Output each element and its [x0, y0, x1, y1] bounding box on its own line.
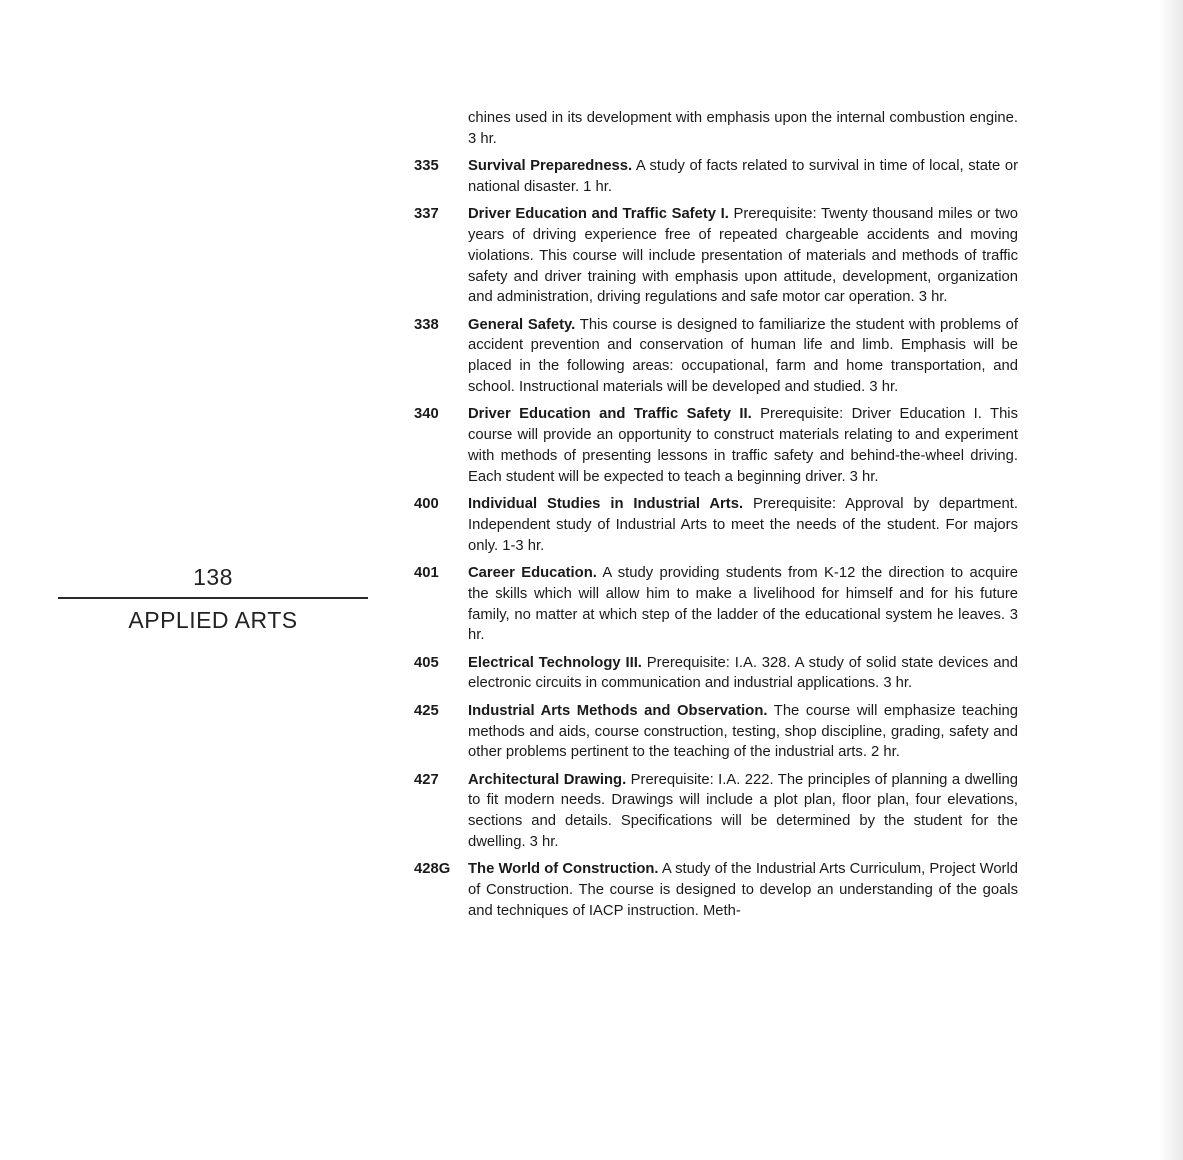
course-text [468, 653, 1018, 695]
course-description: Prerequisite: I.A. 222. The principles of planning a dwelling to fit modern needs. Drawings will include a plot plan, floor plan, four elevations, sections and details. Specifications will be determined by the student for the dwelling. 3 hr. [468, 771, 1018, 850]
course-number: 400 [414, 496, 439, 513]
course-title: Architectural Drawing. [468, 771, 627, 788]
course-title: Career Education. [468, 564, 597, 581]
course-title: General Safety. [468, 316, 576, 333]
course-description: This course is designed to familiarize the student with problems of accident prevention and conservation of human life and limb. Emphasis will be placed in the following areas: occupational, farm and home transportation, and school. Instructional materials will be developed and studied. 3 hr. [468, 316, 1018, 396]
course-text [468, 315, 1018, 398]
course-description: A study of facts related to survival in time of local, state or national disaster. 1 hr. [468, 158, 1018, 195]
course-number: 337 [414, 206, 439, 223]
course-title: Electrical Technology III. [468, 654, 642, 671]
course-description: A study providing students from K-12 the direction to acquire the skills which will allow him to make a livelihood for himself and for his future family, no matter at which step of the ladder of the educational system he leaves. 3 hr. [468, 564, 1019, 644]
course-entry [414, 701, 1018, 763]
course-text [468, 204, 1018, 308]
continuation-text: chines used in its development with emphasis upon the internal combustion engine. 3 hr. [468, 110, 1018, 147]
course-text [468, 563, 1018, 646]
course-number: 427 [414, 771, 439, 788]
course-entry [414, 770, 1018, 853]
page-number: 138 [193, 564, 233, 590]
section-title: APPLIED ARTS [128, 607, 298, 633]
course-title: The World of Construction. [468, 861, 659, 878]
course-description: Prerequisite: Approval by department. Independent study of Industrial Arts to meet the needs of the student. For majors only. 1-3 hr. [468, 496, 1018, 554]
course-entry [414, 859, 1018, 921]
course-description: The course will emphasize teaching methods and aids, course construction, testing, shop discipline, grading, safety and other problems pertinent to the teaching of the industrial arts. 2 hr. [468, 702, 1018, 761]
course-number: 428G [414, 861, 451, 878]
sidebar [58, 562, 368, 635]
course-entry [414, 494, 1018, 556]
course-number: 405 [414, 654, 439, 671]
course-text [468, 770, 1018, 853]
continuation-entry [414, 108, 1018, 150]
course-entry [414, 156, 1018, 198]
course-text [468, 701, 1018, 763]
course-description: Prerequisite: I.A. 328. A study of solid state devices and electronic circuits in communication and industrial applications. 3 hr. [468, 654, 1018, 692]
course-number: 335 [414, 158, 439, 175]
course-text [468, 494, 1018, 556]
course-entry [414, 315, 1018, 398]
page-edge-shadow [1159, 0, 1183, 1160]
course-title: Industrial Arts Methods and Observation. [468, 702, 768, 719]
course-description: A study of the Industrial Arts Curriculum, Project World of Construction. The course is designed to develop an understanding of the goals and techniques of IACP instruction. Meth- [468, 861, 1019, 919]
course-description: Prerequisite: Twenty thousand miles or two years of driving experience free of repeated chargeable accidents and moving violations. This course will include presentation of materials and methods of traffic safety and driver training with emphasis upon attitude, development, organization and administration, driving regulations and safe motor car operation. 3 hr. [468, 206, 1018, 306]
course-description: Prerequisite: Driver Education I. This course will provide an opportunity to construct materials relating to and experiment with methods of presenting lessons in traffic safety and behind-the-wheel driving. Each student will be expected to teach a beginning driver. 3 hr. [468, 406, 1018, 485]
course-number: 425 [414, 702, 439, 719]
course-title: Driver Education and Traffic Safety I. [468, 206, 729, 223]
course-text [468, 156, 1018, 198]
course-entry [414, 204, 1018, 308]
course-title: Survival Preparedness. [468, 158, 633, 175]
course-entry [414, 404, 1018, 487]
course-title: Individual Studies in Industrial Arts. [468, 496, 744, 513]
course-title: Driver Education and Traffic Safety II. [468, 406, 752, 423]
course-text [468, 859, 1018, 921]
course-list [414, 108, 1018, 928]
course-number: 340 [414, 406, 439, 423]
course-number [414, 108, 468, 150]
course-entry [414, 653, 1018, 695]
course-text [468, 404, 1018, 487]
course-number: 401 [414, 564, 439, 581]
divider [58, 597, 368, 599]
course-entry [414, 563, 1018, 646]
course-number: 338 [414, 316, 439, 333]
